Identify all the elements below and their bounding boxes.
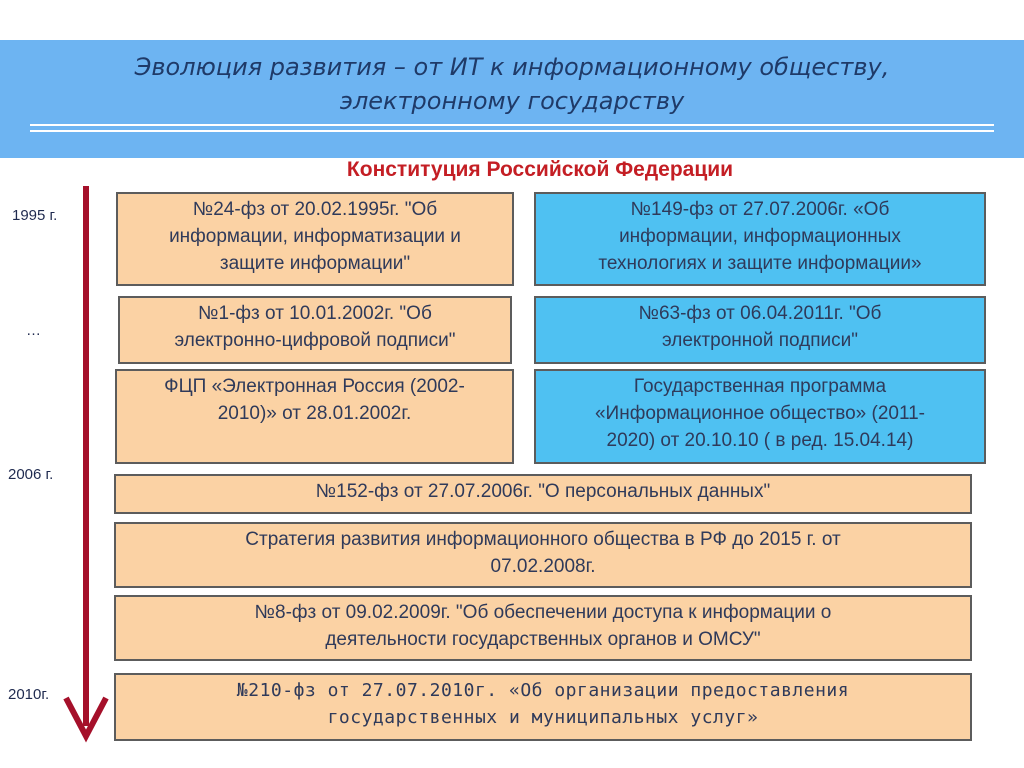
program-box-information-society: Государственная программа «Информационное общество» (2011- 2020) от 20.10.10 ( в ред. 15.04.14) bbox=[534, 369, 986, 464]
year-label-2010: 2010г. bbox=[8, 686, 50, 703]
strategy-box-2015: Стратегия развития информационного общества в РФ до 2015 г. от 07.02.2008г. bbox=[114, 522, 972, 588]
law-box-8fz: №8-фз от 09.02.2009г. "Об обеспечении доступа к информации о деятельности государственных органов и ОМСУ" bbox=[114, 595, 972, 661]
law-box-149fz: №149-фз от 27.07.2006г. «Об информации, информационных технологиях и защите информации» bbox=[534, 192, 986, 286]
year-label-2006: 2006 г. bbox=[8, 466, 54, 483]
program-box-electronic-russia: ФЦП «Электронная Россия (2002- 2010)» от 28.01.2002г. bbox=[115, 369, 514, 464]
law-box-210fz: №210-фз от 27.07.2010г. «Об организации предоставления государственных и муниципальных услуг» bbox=[114, 673, 972, 741]
law-box-1fz: №1-фз от 10.01.2002г. "Об электронно-цифровой подписи" bbox=[118, 296, 512, 364]
law-box-152fz: №152-фз от 27.07.2006г. "О персональных данных" bbox=[114, 474, 972, 514]
title-line-2: электронному государству bbox=[339, 87, 685, 115]
subtitle: Конституция Российской Федерации bbox=[346, 158, 734, 181]
slide-title bbox=[0, 50, 1024, 118]
title-rule-bottom bbox=[30, 130, 994, 132]
year-label-ellipsis: … bbox=[26, 322, 41, 339]
year-label-1995: 1995 г. bbox=[12, 207, 58, 224]
title-line-1: Эволюция развития – от ИТ к информационному обществу, bbox=[134, 53, 890, 81]
title-rule-top bbox=[30, 124, 994, 126]
law-box-24fz: №24-фз от 20.02.1995г. "Об информации, информатизации и защите информации" bbox=[116, 192, 514, 286]
timeline-arrow bbox=[60, 186, 110, 746]
law-box-63fz: №63-фз от 06.04.2011г. "Об электронной подписи" bbox=[534, 296, 986, 364]
